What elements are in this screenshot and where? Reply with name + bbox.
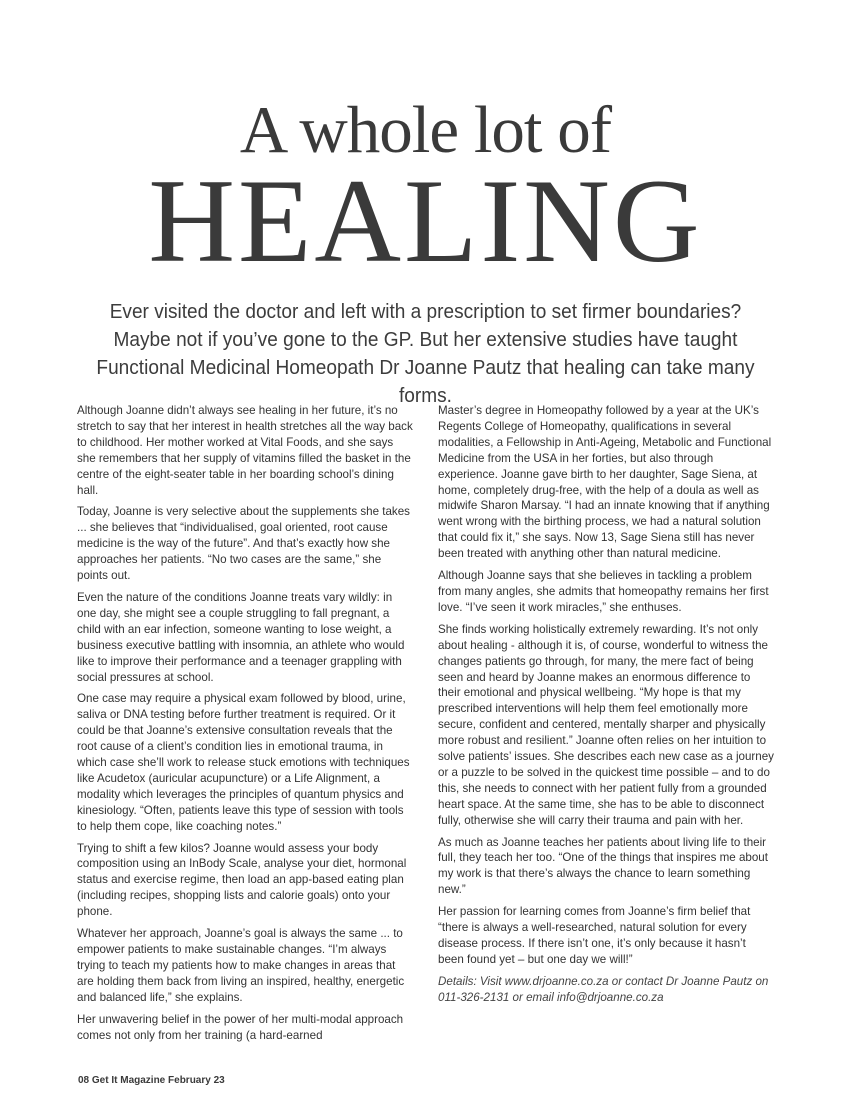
contact-details: Details: Visit www.drjoanne.co.za or contact Dr Joanne Pautz on 011-326-2131 or email info@drjoanne.co.za [438, 974, 769, 1004]
body-paragraph: Today, Joanne is very selective about the supplements she takes ... she believes that “individualised, goal oriented, root cause medicine is the way of the future”. And that’s exactly how she approaches her patients. “No two cases are the same,” she points out. [77, 505, 410, 583]
body-paragraph: Even the nature of the conditions Joanne treats vary wildly: in one day, she might see a couple struggling to fall pregnant, a child with an ear infection, someone wanting to lose weight, a business executive battling with insomnia, an athlete who would like to improve their performance and a teenager grappling with social pressures at school. [77, 590, 405, 684]
body-paragraph: Trying to shift a few kilos? Joanne would assess your body composition using an InBody Scale, analyse your diet, hormonal status and exercise regime, then load an app-based eating plan (including recipes, shopping lists and calorie goals) onto your phone. [77, 841, 407, 919]
body-paragraph: Whatever her approach, Joanne’s goal is always the same ... to empower patients to make sustainable changes. “I’m always trying to teach my patients how to make changes in areas that are holding them back from living an inspired, healthy, energetic and balanced life,” she explains. [77, 927, 405, 1004]
body-column-right [438, 403, 774, 1012]
standfirst: Ever visited the doctor and left with a prescription to set firmer boundaries? Maybe not if you’ve gone to the GP. But her extensive studies have taught Functional Medicinal Homeopath Dr Joanne Pautz that healing can take many forms. [96, 300, 755, 407]
body-paragraph: As much as Joanne teaches her patients about living life to their full, they teach her too. “One of the things that inspires me about my work is that there’s always the chance to learn something new.” [438, 835, 768, 897]
body-paragraph: One case may require a physical exam followed by blood, urine, saliva or DNA testing before further treatment is required. Or it could be that Joanne’s extensive consultation reveals that the root cause of a client’s condition lies in emotional trauma, in which case she’ll work to release stuck emotions with techniques like Acudetox (auricular acupuncture) or a Life Alignment, a modality which leverages the principles of quantum physics and kinesiology. “Often, patients leave this type of session with tools to help them cope, like coaching notes.” [77, 692, 410, 833]
body-column-left [77, 403, 413, 1049]
body-paragraph: Master’s degree in Homeopathy followed by a year at the UK’s Regents College of Homeopathy, qualifications in several modalities, a Fellowship in Anti-Ageing, Metabolic and Functional Medicine from the USA in her forties, but also through experience. Joanne gave birth to her daughter, Sage Siena, at home, completely drug-free, with the help of a doula as well as midwife Sharon Marsay. “I had an innate knowing that if anything went wrong with the birthing process, we had a natural solution that could fix it,” she says. Now 13, Sage Siena still has never been treated with anything other than natural medicine. [438, 404, 772, 561]
headline-line-1: A whole lot of [239, 93, 612, 167]
body-paragraph: Her passion for learning comes from Joanne’s firm belief that “there is always a well-researched, natural solution for every disease process. If there isn’t one, it’s only because it hasn’t been found yet – but one day we will!” [438, 905, 751, 966]
page-folio: 08 Get It Magazine February 23 [78, 1075, 225, 1086]
body-paragraph: Although Joanne says that she believes in tackling a problem from many angles, she admits that homeopathy remains her first love. “I’ve seen it work miracles,” she enthuses. [438, 569, 769, 614]
body-paragraph: Her unwavering belief in the power of her multi-modal approach comes not only from her training (a hard-earned [77, 1012, 404, 1042]
body-paragraph: Although Joanne didn’t always see healing in her future, it’s no stretch to say that her interest in health stretches all the way back to childhood. Her mother worked at Vital Foods, and she says she remembers that her supply of vitamins filled the basket in the centre of the eight-seater table in her boarding school’s dining hall. [77, 404, 413, 497]
body-paragraph: She finds working holistically extremely rewarding. It’s not only about healing - although it is, of course, wonderful to witness the changes patients go through, for many, the mere fact of being seen and heard by Joanne makes an enormous difference to their emotional and physical wellbeing. “My hope is that my prescribed interventions will help them feel emotionally more secure, confident and centered, mentally sharper and physically more robust and resilient.” Joanne often relies on her intuition to solve patients’ issues. She describes each new case as a journey or a puzzle to be solved in the quickest time possible – and to do this, she needs to connect with her patient fully from a grounded heart space. At the same time, she has to be able to disconnect fully, otherwise she will carry their trauma and pain with her. [438, 622, 774, 827]
headline-line-2: HEALING [148, 154, 703, 287]
